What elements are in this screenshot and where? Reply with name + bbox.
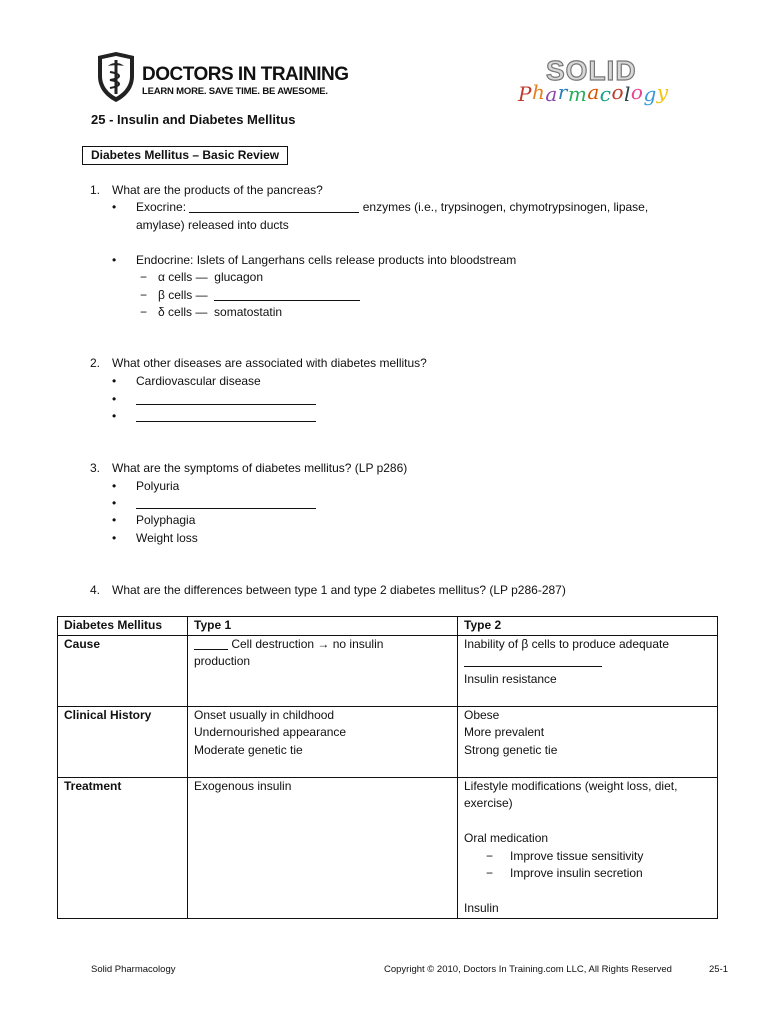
footer-left: Solid Pharmacology: [91, 964, 176, 975]
question-3: 3. What are the symptoms of diabetes mellitus? (LP p286): [90, 461, 408, 475]
section-title: Diabetes Mellitus – Basic Review: [82, 146, 288, 165]
comparison-table: [57, 616, 718, 919]
footer-page-number: 25-1: [709, 964, 729, 975]
bullet: •: [112, 200, 117, 214]
question-2: 2. What other diseases are associated with diabetes mellitus?: [90, 356, 427, 370]
table-cell: Obese More prevalent Strong genetic tie: [458, 706, 718, 777]
table-row: [58, 635, 718, 706]
answer-blank: [214, 288, 360, 301]
table-cell: Lifestyle modifications (weight loss, diet, exercise) Oral medication − Improve tissue sensitivity − Improve insulin secretion Insulin: [458, 777, 718, 918]
document-title: 25 - Insulin and Diabetes Mellitus: [91, 112, 296, 127]
table-cell: Inability of β cells to produce adequate Insulin resistance: [458, 635, 718, 706]
logo-letter: o: [611, 80, 625, 104]
table-header-cell: Type 1: [188, 617, 458, 636]
table-row: [58, 706, 718, 777]
logo-letter: P: [518, 82, 532, 106]
answer-blank: [136, 392, 316, 406]
logo-letter: r: [557, 80, 568, 104]
list-item: Polyuria: [136, 479, 180, 493]
answer-blank: [194, 637, 228, 650]
row-label: Treatment: [58, 777, 188, 918]
bullet: •: [112, 253, 117, 267]
logo-letter: l: [624, 82, 631, 106]
doctors-in-training-logo: [96, 52, 349, 104]
list-item: Weight loss: [136, 531, 198, 545]
question-1: 1. What are the products of the pancreas?: [90, 183, 323, 197]
logo-solid-word: SOLID: [546, 55, 637, 86]
table-cell: Cell destruction → no insulin production: [188, 635, 458, 706]
table-row: [58, 777, 718, 918]
logo-letter: g: [643, 82, 657, 106]
list-item: Polyphagia: [136, 513, 196, 527]
table-cell: Exogenous insulin: [188, 777, 458, 918]
answer-blank: [464, 654, 602, 667]
shield-caduceus-icon: [96, 52, 136, 102]
logo-letter: a: [587, 80, 600, 104]
table-header-cell: Type 2: [458, 617, 718, 636]
logo-tagline: LEARN MORE. SAVE TIME. BE AWESOME.: [142, 86, 328, 97]
answer-blank: [136, 409, 316, 423]
logo-letter: c: [599, 82, 612, 106]
answer-blank: [189, 200, 359, 213]
row-label: Clinical History: [58, 706, 188, 777]
exocrine-item-line2: amylase) released into ducts: [136, 218, 289, 232]
beta-cells-item: β cells —: [158, 288, 360, 302]
solid-pharmacology-logo: [518, 55, 688, 110]
table-header-row: [58, 617, 718, 636]
logo-letter: o: [630, 80, 644, 104]
table-cell: Onset usually in childhood Undernourished appearance Moderate genetic tie: [188, 706, 458, 777]
logo-letter: y: [656, 80, 669, 104]
alpha-cells-item: α cells — glucagon: [158, 270, 264, 284]
answer-blank: [136, 496, 316, 510]
exocrine-item: Exocrine: enzymes (i.e., trypsinogen, chymotrypsinogen, lipase,: [136, 200, 649, 214]
logo-letter: m: [567, 82, 588, 106]
row-label: Cause: [58, 635, 188, 706]
footer-copyright: Copyright © 2010, Doctors In Training.com LLC, All Rights Reserved: [384, 964, 672, 975]
delta-cells-item: δ cells — somatostatin: [158, 305, 283, 319]
list-item: Cardiovascular disease: [136, 374, 261, 388]
logo-title: DOCTORS IN TRAINING: [142, 64, 349, 85]
table-header-cell: Diabetes Mellitus: [58, 617, 188, 636]
logo-pharmacology-word: [518, 80, 669, 106]
logo-letter: h: [531, 80, 546, 104]
logo-letter: a: [545, 82, 558, 106]
question-4: 4. What are the differences between type 1 and type 2 diabetes mellitus? (LP p286-287): [90, 583, 566, 597]
endocrine-item: Endocrine: Islets of Langerhans cells release products into bloodstream: [136, 253, 517, 267]
